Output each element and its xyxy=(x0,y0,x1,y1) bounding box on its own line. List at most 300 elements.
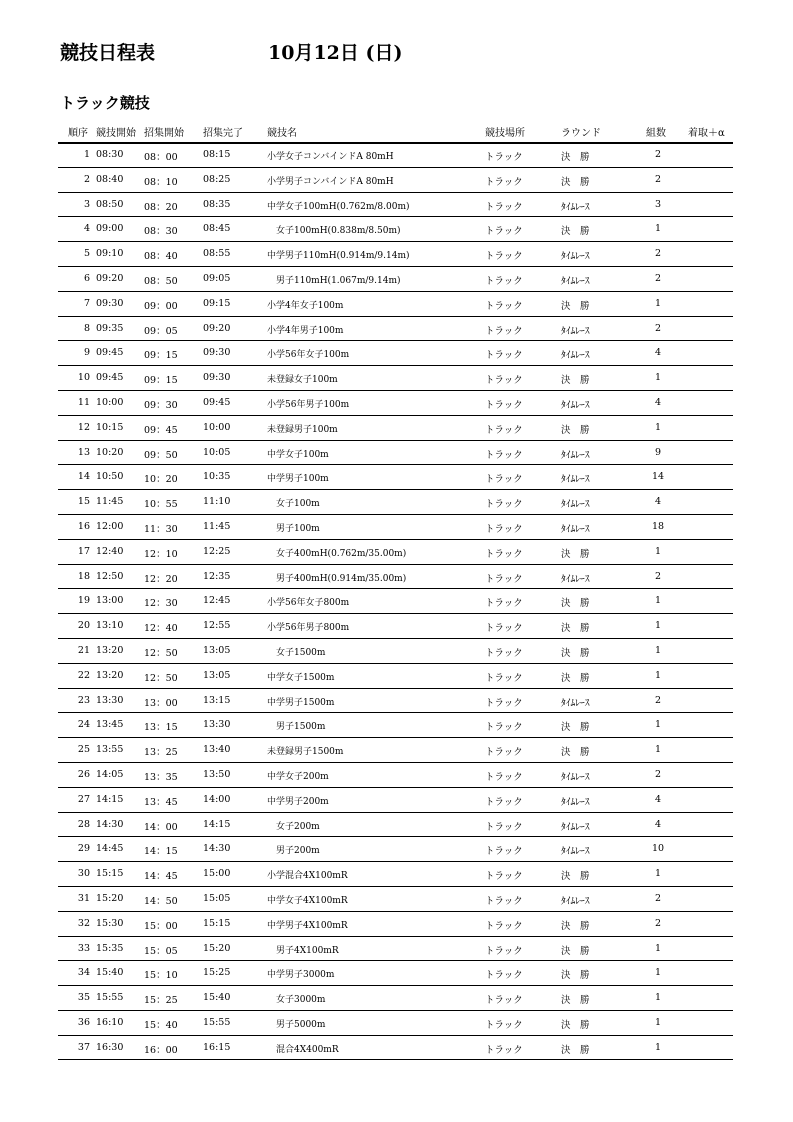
page-title: 競技日程表 xyxy=(60,42,156,64)
cell-call: 12：50 xyxy=(144,672,178,684)
cell-groups: 1 xyxy=(654,1016,662,1028)
cell-event: 小学男子コンバインドA 80mH xyxy=(267,176,394,187)
col-advance: 着取＋α xyxy=(688,128,725,139)
cell-call: 09：15 xyxy=(144,375,178,387)
cell-call: 12：10 xyxy=(144,548,178,560)
cell-no: 27 xyxy=(77,793,90,805)
table-row xyxy=(58,837,733,862)
cell-call: 12：40 xyxy=(144,623,178,635)
cell-round: 決 勝 xyxy=(561,226,590,238)
cell-start: 13:45 xyxy=(96,719,124,731)
cell-no: 34 xyxy=(77,967,90,979)
cell-groups: 18 xyxy=(651,520,665,532)
cell-groups: 1 xyxy=(654,1041,662,1053)
cell-close: 13:05 xyxy=(203,644,231,656)
cell-event: 中学女子100mH(0.762m/8.00m) xyxy=(267,201,410,212)
cell-close: 12:25 xyxy=(203,545,231,557)
cell-call: 14：45 xyxy=(144,871,178,883)
cell-groups: 3 xyxy=(654,198,662,210)
cell-venue: トラック xyxy=(485,970,523,982)
table-row xyxy=(58,441,733,466)
cell-close: 09:30 xyxy=(203,372,231,384)
cell-no: 15 xyxy=(77,496,90,508)
cell-start: 15:35 xyxy=(96,942,124,954)
cell-event: 未登録女子100m xyxy=(267,375,338,386)
table-row xyxy=(58,242,733,267)
table-row xyxy=(58,738,733,763)
table-row xyxy=(58,193,733,218)
cell-close: 11:45 xyxy=(203,520,231,532)
cell-venue: トラック xyxy=(485,747,523,759)
cell-no: 35 xyxy=(77,992,90,1004)
cell-event: 女子400mH(0.762m/35.00m) xyxy=(267,548,407,559)
cell-venue: トラック xyxy=(485,201,523,213)
table-row xyxy=(58,217,733,242)
cell-close: 10:05 xyxy=(203,446,231,458)
cell-start: 15:30 xyxy=(96,917,124,929)
cell-venue: トラック xyxy=(485,647,523,659)
cell-round: ﾀｲﾑﾚｰｽ xyxy=(561,573,590,585)
cell-start: 14:45 xyxy=(96,843,124,855)
cell-event: 小学4年女子100m xyxy=(267,300,344,311)
table-row xyxy=(58,713,733,738)
table-row xyxy=(58,391,733,416)
cell-close: 15:00 xyxy=(203,868,231,880)
col-close: 招集完了 xyxy=(203,128,243,139)
cell-round: 決 勝 xyxy=(561,920,590,932)
cell-event: 小学女子コンバインドA 80mH xyxy=(267,152,394,162)
cell-groups: 1 xyxy=(654,719,662,731)
table-row xyxy=(58,465,733,490)
cell-event: 中学男子100m xyxy=(267,474,329,485)
cell-venue: トラック xyxy=(485,920,523,932)
cell-no: 23 xyxy=(77,694,90,706)
cell-start: 10:20 xyxy=(96,446,124,458)
cell-groups: 1 xyxy=(654,297,662,309)
col-groups: 組数 xyxy=(646,128,666,139)
cell-venue: トラック xyxy=(485,499,523,511)
cell-call: 08：30 xyxy=(144,226,178,238)
cell-round: ﾀｲﾑﾚｰｽ xyxy=(561,771,590,783)
cell-round: 決 勝 xyxy=(561,152,590,163)
cell-call: 10：55 xyxy=(144,499,178,511)
cell-event: 中学男子4X100mR xyxy=(267,920,348,931)
cell-close: 13:50 xyxy=(203,768,231,780)
cell-call: 12：50 xyxy=(144,647,178,659)
cell-venue: トラック xyxy=(485,697,523,709)
cell-venue: トラック xyxy=(485,399,523,411)
cell-call: 08：40 xyxy=(144,251,178,263)
cell-venue: トラック xyxy=(485,275,523,287)
cell-groups: 4 xyxy=(654,347,662,359)
cell-start: 09:20 xyxy=(96,272,124,284)
cell-start: 15:55 xyxy=(96,992,124,1004)
table-row xyxy=(58,565,733,590)
cell-event: 女子3000m xyxy=(267,995,326,1006)
cell-no: 11 xyxy=(77,396,90,408)
cell-event: 男子5000m xyxy=(267,1019,326,1030)
cell-venue: トラック xyxy=(485,350,523,362)
cell-no: 2 xyxy=(83,173,90,185)
cell-close: 09:05 xyxy=(203,272,231,284)
table-row xyxy=(58,961,733,986)
cell-groups: 4 xyxy=(654,793,662,805)
table-row xyxy=(58,664,733,689)
cell-groups: 4 xyxy=(654,496,662,508)
cell-close: 14:15 xyxy=(203,818,231,830)
cell-event: 男子200m xyxy=(267,846,320,857)
cell-event: 女子100m xyxy=(267,499,320,510)
cell-round: ﾀｲﾑﾚｰｽ xyxy=(561,275,590,287)
cell-round: ﾀｲﾑﾚｰｽ xyxy=(561,350,590,362)
table-row xyxy=(58,589,733,614)
cell-no: 5 xyxy=(83,248,90,260)
cell-groups: 4 xyxy=(654,396,662,408)
cell-no: 20 xyxy=(77,620,90,632)
table-row xyxy=(58,292,733,317)
cell-close: 16:15 xyxy=(203,1041,231,1053)
cell-round: 決 勝 xyxy=(561,970,590,982)
cell-event: 男子1500m xyxy=(267,722,326,733)
cell-call: 09：05 xyxy=(144,325,178,337)
cell-start: 09:45 xyxy=(96,372,124,384)
cell-start: 15:15 xyxy=(96,868,124,880)
cell-groups: 1 xyxy=(654,421,662,433)
cell-venue: トラック xyxy=(485,995,523,1007)
cell-start: 12:00 xyxy=(96,520,124,532)
cell-round: 決 勝 xyxy=(561,647,590,659)
cell-round: 決 勝 xyxy=(561,548,590,560)
cell-venue: トラック xyxy=(485,598,523,610)
table-row xyxy=(58,490,733,515)
cell-groups: 10 xyxy=(651,843,665,855)
cell-close: 09:45 xyxy=(203,396,231,408)
cell-round: ﾀｲﾑﾚｰｽ xyxy=(561,251,590,263)
cell-groups: 1 xyxy=(654,669,662,681)
cell-close: 15:55 xyxy=(203,1016,231,1028)
cell-call: 13：25 xyxy=(144,747,178,759)
cell-start: 10:50 xyxy=(96,471,124,483)
cell-groups: 2 xyxy=(654,322,662,334)
cell-round: ﾀｲﾑﾚｰｽ xyxy=(561,449,590,461)
cell-round: 決 勝 xyxy=(561,995,590,1007)
cell-call: 16：00 xyxy=(144,1044,178,1056)
cell-round: ﾀｲﾑﾚｰｽ xyxy=(561,821,590,833)
cell-call: 09：00 xyxy=(144,300,178,312)
cell-event: 小学56年男子800m xyxy=(267,623,350,634)
cell-event: 中学女子100m xyxy=(267,449,329,460)
cell-start: 09:10 xyxy=(96,248,124,260)
cell-close: 13:15 xyxy=(203,694,231,706)
cell-no: 17 xyxy=(77,545,90,557)
cell-round: 決 勝 xyxy=(561,1019,590,1031)
cell-close: 10:00 xyxy=(203,421,231,433)
cell-event: 未登録男子100m xyxy=(267,424,338,435)
cell-start: 15:40 xyxy=(96,967,124,979)
col-round: ラウンド xyxy=(561,128,601,139)
cell-start: 13:55 xyxy=(96,744,124,756)
cell-close: 12:45 xyxy=(203,595,231,607)
cell-groups: 2 xyxy=(654,248,662,260)
cell-call: 09：30 xyxy=(144,399,178,411)
cell-venue: トラック xyxy=(485,821,523,833)
cell-no: 3 xyxy=(83,198,90,210)
cell-call: 09：50 xyxy=(144,449,178,461)
cell-close: 13:40 xyxy=(203,744,231,756)
cell-no: 8 xyxy=(83,322,90,334)
cell-venue: トラック xyxy=(485,523,523,535)
cell-start: 13:30 xyxy=(96,694,124,706)
cell-no: 1 xyxy=(83,149,90,160)
cell-event: 中学男子3000m xyxy=(267,970,335,981)
cell-no: 30 xyxy=(77,868,90,880)
cell-groups: 2 xyxy=(654,570,662,582)
cell-start: 13:00 xyxy=(96,595,124,607)
cell-round: 決 勝 xyxy=(561,598,590,610)
cell-start: 12:50 xyxy=(96,570,124,582)
cell-close: 15:40 xyxy=(203,992,231,1004)
cell-event: 中学男子110mH(0.914m/9.14m) xyxy=(267,251,410,262)
cell-event: 中学女子200m xyxy=(267,771,329,782)
cell-groups: 2 xyxy=(654,149,662,160)
table-row xyxy=(58,862,733,887)
cell-groups: 1 xyxy=(654,372,662,384)
cell-event: 混合4X400mR xyxy=(267,1044,339,1055)
cell-close: 12:55 xyxy=(203,620,231,632)
cell-start: 08:50 xyxy=(96,198,124,210)
cell-close: 13:05 xyxy=(203,669,231,681)
table-row xyxy=(58,143,733,168)
cell-venue: トラック xyxy=(485,375,523,387)
cell-no: 9 xyxy=(83,347,90,359)
cell-call: 13：00 xyxy=(144,697,178,709)
cell-call: 14：50 xyxy=(144,895,178,907)
cell-event: 小学56年男子100m xyxy=(267,399,350,410)
cell-venue: トラック xyxy=(485,672,523,684)
cell-event: 女子1500m xyxy=(267,647,326,658)
cell-round: ﾀｲﾑﾚｰｽ xyxy=(561,846,590,858)
cell-no: 13 xyxy=(77,446,90,458)
cell-venue: トラック xyxy=(485,573,523,585)
cell-round: 決 勝 xyxy=(561,871,590,883)
table-row xyxy=(58,416,733,441)
cell-no: 14 xyxy=(77,471,90,483)
cell-close: 14:30 xyxy=(203,843,231,855)
cell-venue: トラック xyxy=(485,895,523,907)
cell-close: 14:00 xyxy=(203,793,231,805)
cell-round: 決 勝 xyxy=(561,945,590,957)
cell-venue: トラック xyxy=(485,152,523,163)
cell-start: 14:15 xyxy=(96,793,124,805)
table-header xyxy=(58,118,733,144)
cell-no: 32 xyxy=(77,917,90,929)
cell-venue: トラック xyxy=(485,300,523,312)
cell-event: 男子110mH(1.067m/9.14m) xyxy=(267,275,401,286)
cell-round: 決 勝 xyxy=(561,672,590,684)
cell-round: 決 勝 xyxy=(561,747,590,759)
table-row xyxy=(58,937,733,962)
cell-venue: トラック xyxy=(485,325,523,337)
cell-venue: トラック xyxy=(485,226,523,238)
cell-groups: 14 xyxy=(651,471,665,483)
cell-start: 14:30 xyxy=(96,818,124,830)
cell-no: 24 xyxy=(77,719,90,731)
table-row xyxy=(58,366,733,391)
cell-start: 16:30 xyxy=(96,1041,124,1053)
cell-no: 10 xyxy=(77,372,90,384)
col-no: 順序 xyxy=(68,128,88,139)
cell-start: 13:20 xyxy=(96,644,124,656)
cell-event: 中学男子1500m xyxy=(267,697,335,708)
cell-venue: トラック xyxy=(485,722,523,734)
cell-round: 決 勝 xyxy=(561,1044,590,1056)
table-row xyxy=(58,317,733,342)
cell-call: 10：20 xyxy=(144,474,178,486)
cell-close: 08:25 xyxy=(203,173,231,185)
cell-call: 15：10 xyxy=(144,970,178,982)
cell-close: 08:35 xyxy=(203,198,231,210)
cell-call: 15：40 xyxy=(144,1019,178,1031)
cell-round: ﾀｲﾑﾚｰｽ xyxy=(561,399,590,411)
schedule-table xyxy=(58,143,733,1060)
cell-no: 26 xyxy=(77,768,90,780)
cell-close: 09:20 xyxy=(203,322,231,334)
cell-start: 09:35 xyxy=(96,322,124,334)
cell-event: 男子400mH(0.914m/35.00m) xyxy=(267,573,407,584)
cell-round: ﾀｲﾑﾚｰｽ xyxy=(561,796,590,808)
cell-start: 14:05 xyxy=(96,768,124,780)
cell-call: 15：05 xyxy=(144,945,178,957)
col-venue: 競技場所 xyxy=(485,128,525,139)
cell-round: ﾀｲﾑﾚｰｽ xyxy=(561,325,590,337)
cell-no: 18 xyxy=(77,570,90,582)
cell-groups: 1 xyxy=(654,223,662,235)
cell-no: 22 xyxy=(77,669,90,681)
cell-start: 08:30 xyxy=(96,149,124,160)
cell-venue: トラック xyxy=(485,474,523,486)
cell-venue: トラック xyxy=(485,771,523,783)
cell-call: 09：15 xyxy=(144,350,178,362)
cell-close: 15:15 xyxy=(203,917,231,929)
cell-event: 中学男子200m xyxy=(267,796,329,807)
cell-venue: トラック xyxy=(485,548,523,560)
cell-groups: 9 xyxy=(654,446,662,458)
cell-round: 決 勝 xyxy=(561,176,590,188)
cell-groups: 1 xyxy=(654,942,662,954)
table-row xyxy=(58,1036,733,1061)
section-title: トラック競技 xyxy=(60,94,150,112)
cell-start: 10:00 xyxy=(96,396,124,408)
cell-venue: トラック xyxy=(485,796,523,808)
cell-event: 男子4X100mR xyxy=(267,945,339,956)
cell-call: 12：30 xyxy=(144,598,178,610)
cell-no: 25 xyxy=(77,744,90,756)
cell-groups: 4 xyxy=(654,818,662,830)
cell-event: 女子200m xyxy=(267,821,320,832)
cell-event: 小学混合4X100mR xyxy=(267,871,348,882)
cell-event: 小学4年男子100m xyxy=(267,325,344,336)
cell-call: 08：10 xyxy=(144,176,178,188)
table-row xyxy=(58,763,733,788)
cell-groups: 2 xyxy=(654,892,662,904)
cell-close: 11:10 xyxy=(203,496,231,508)
cell-call: 08：50 xyxy=(144,275,178,287)
cell-groups: 1 xyxy=(654,644,662,656)
cell-groups: 2 xyxy=(654,173,662,185)
cell-groups: 2 xyxy=(654,272,662,284)
cell-no: 28 xyxy=(77,818,90,830)
cell-no: 37 xyxy=(77,1041,90,1053)
cell-groups: 1 xyxy=(654,620,662,632)
cell-call: 11：30 xyxy=(144,523,178,535)
cell-start: 13:20 xyxy=(96,669,124,681)
cell-no: 29 xyxy=(77,843,90,855)
cell-round: 決 勝 xyxy=(561,623,590,635)
cell-groups: 1 xyxy=(654,744,662,756)
cell-close: 09:30 xyxy=(203,347,231,359)
cell-no: 19 xyxy=(77,595,90,607)
table-row xyxy=(58,813,733,838)
cell-close: 13:30 xyxy=(203,719,231,731)
cell-start: 12:40 xyxy=(96,545,124,557)
cell-call: 08：20 xyxy=(144,201,178,213)
cell-call: 15：25 xyxy=(144,995,178,1007)
cell-venue: トラック xyxy=(485,871,523,883)
col-start: 競技開始 xyxy=(96,128,136,139)
table-row xyxy=(58,912,733,937)
cell-round: 決 勝 xyxy=(561,375,590,387)
cell-round: 決 勝 xyxy=(561,424,590,436)
cell-round: ﾀｲﾑﾚｰｽ xyxy=(561,895,590,907)
table-row xyxy=(58,614,733,639)
cell-venue: トラック xyxy=(485,623,523,635)
cell-groups: 1 xyxy=(654,967,662,979)
table-row xyxy=(58,168,733,193)
cell-no: 6 xyxy=(83,272,90,284)
cell-call: 09：45 xyxy=(144,424,178,436)
cell-no: 36 xyxy=(77,1016,90,1028)
cell-no: 33 xyxy=(77,942,90,954)
col-event: 競技名 xyxy=(267,128,297,139)
table-row xyxy=(58,1011,733,1036)
cell-close: 15:20 xyxy=(203,942,231,954)
cell-event: 男子100m xyxy=(267,523,320,534)
table-row xyxy=(58,540,733,565)
cell-groups: 2 xyxy=(654,917,662,929)
cell-call: 08：00 xyxy=(144,152,178,163)
cell-no: 7 xyxy=(83,297,90,309)
table-row xyxy=(58,515,733,540)
cell-start: 11:45 xyxy=(96,496,124,508)
cell-groups: 1 xyxy=(654,868,662,880)
cell-close: 10:35 xyxy=(203,471,231,483)
cell-start: 09:45 xyxy=(96,347,124,359)
cell-call: 15：00 xyxy=(144,920,178,932)
cell-call: 14：00 xyxy=(144,821,178,833)
table-row xyxy=(58,689,733,714)
cell-start: 08:40 xyxy=(96,173,124,185)
cell-venue: トラック xyxy=(485,945,523,957)
cell-event: 女子100mH(0.838m/8.50m) xyxy=(267,226,401,237)
cell-no: 12 xyxy=(77,421,90,433)
table-row xyxy=(58,887,733,912)
cell-call: 12：20 xyxy=(144,573,178,585)
cell-round: ﾀｲﾑﾚｰｽ xyxy=(561,499,590,511)
cell-groups: 1 xyxy=(654,595,662,607)
cell-groups: 2 xyxy=(654,694,662,706)
cell-call: 13：15 xyxy=(144,722,178,734)
table-row xyxy=(58,986,733,1011)
